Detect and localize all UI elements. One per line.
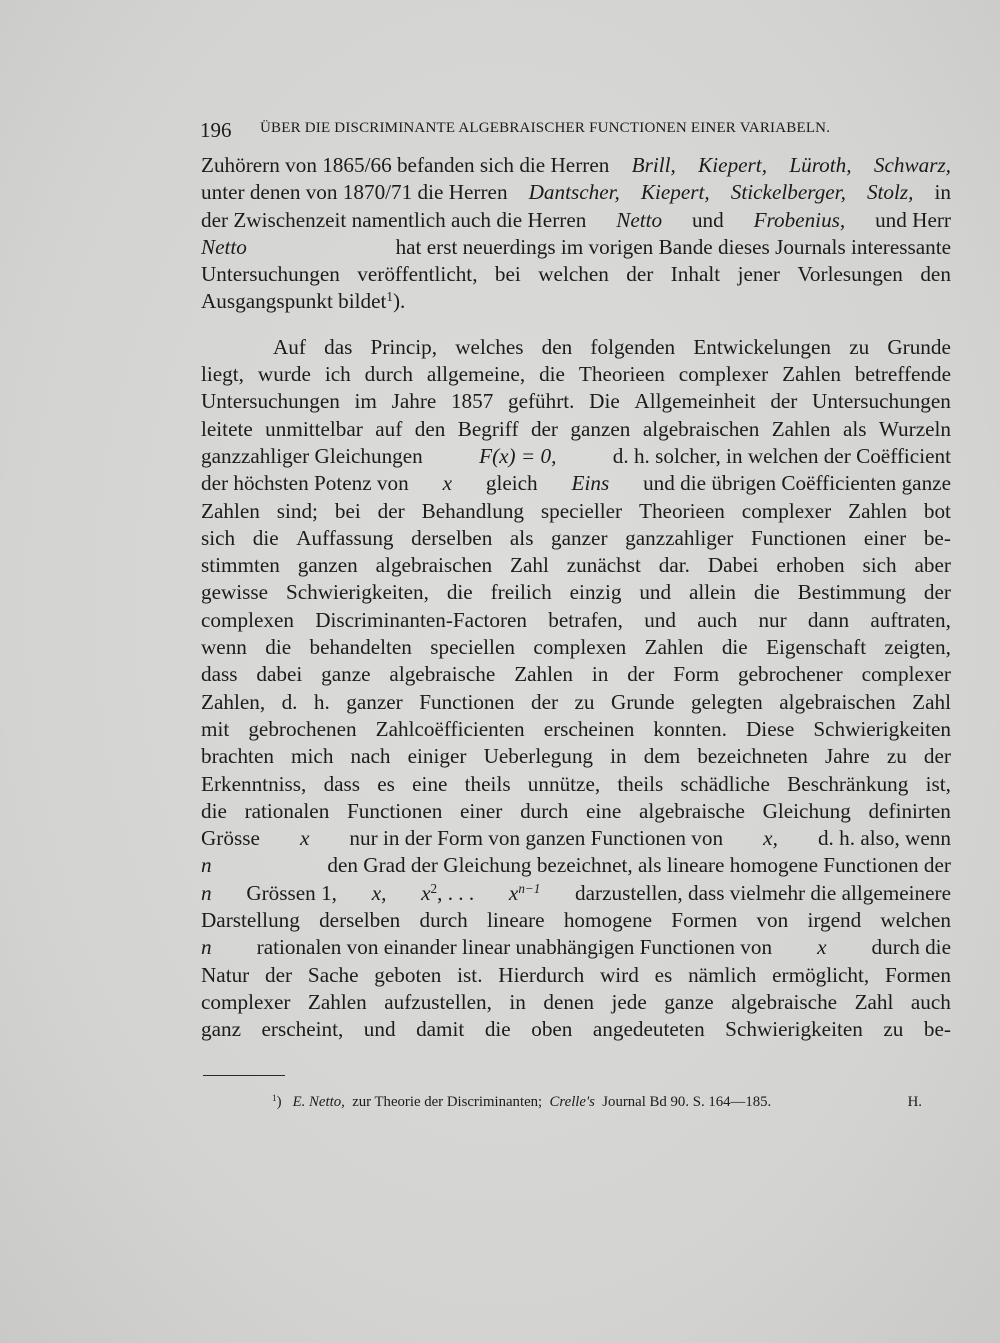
text-line: Natur der Sache geboten ist. Hierdurch wird es nämlich ermöglicht, Formen [201, 962, 951, 987]
math-variable: n [201, 853, 212, 878]
text-line [201, 234, 951, 261]
text-run: Grösse [201, 826, 260, 851]
text-run: Zuhörern von 1865/66 befanden sich die Herren [201, 153, 610, 177]
text-run: gleich [485, 471, 538, 496]
text-line: brachten mich nach einiger Ueberlegung in dem bezeichneten Jahre zu der [201, 744, 951, 769]
math-variable: x [442, 471, 452, 496]
text-line: sich die Auffassung derselben als ganzer ganzzahliger Functionen einer be- [201, 525, 951, 550]
text-line: ganz erscheint, und damit die oben angedeuteten Schwierigkeiten zu be- [201, 1017, 951, 1042]
text-run: unter denen von 1870/71 die Herren [201, 180, 508, 205]
math-variable: x, [763, 826, 778, 851]
running-title: ÜBER DIE DISCRIMINANTE ALGEBRAISCHER FUNCTIONEN EINER VARIABELN. [260, 120, 831, 136]
text-run: hat erst neuerdings im vorigen Bande dieses Journals interessante [395, 234, 951, 259]
text-run: und Herr [875, 207, 951, 232]
text-run: darzustellen, dass vielmehr die allgemeinere [575, 880, 951, 905]
text-line [201, 470, 951, 497]
person-name: Stolz, [866, 180, 914, 205]
person-name: Frobenius, [753, 207, 846, 232]
person-name: Dantscher, [528, 180, 620, 205]
text-run: der Zwischenzeit namentlich auch die Herren [201, 207, 587, 232]
text-line: Auf das Princip, welches den folgenden Entwickelungen zu Grunde [273, 334, 951, 359]
text-line: stimmten ganzen algebraischen Zahl zunächst dar. Dabei erhoben sich aber [201, 553, 951, 578]
text-line [201, 880, 951, 907]
text-line: wenn die behandelten speciellen complexen Zahlen die Eigenschaft zeigten, [201, 635, 951, 660]
text-run: und die übrigen Coëfficienten ganze [643, 471, 951, 496]
page-number: 196 [200, 118, 232, 142]
text-line: complexer Zahlen aufzustellen, in denen jede ganze algebraische Zahl auch [201, 989, 951, 1014]
text-run: ganzzahliger Gleichungen [201, 443, 423, 468]
person-name: Kiepert, [640, 180, 710, 205]
text-line: liegt, wurde ich durch allgemeine, die Theorieen complexer Zahlen betreffende [201, 362, 951, 387]
page-header [200, 116, 920, 146]
footnote-divider [203, 1075, 285, 1076]
text-line [201, 443, 951, 470]
text-line: leitete unmittelbar auf den Begriff der ganzen algebraischen Zahlen als Wurzeln [201, 416, 951, 441]
text-line: gewisse Schwierigkeiten, die freilich einzig und allein die Bestimmung der [201, 580, 951, 605]
paragraph-2 [201, 334, 951, 1044]
paragraph-1 [201, 152, 951, 316]
text-line [201, 152, 951, 179]
text-line: Darstellung derselben durch lineare homogene Formen von irgend welchen [201, 908, 951, 933]
text-run: d. h. solcher, in welchen der Coëfficient [612, 443, 951, 468]
text-line [201, 852, 951, 879]
person-name: Kiepert, [698, 153, 767, 177]
footnote-ref: 1 [386, 289, 393, 305]
text-line [201, 179, 951, 206]
text-run: nur in der Form von ganzen Functionen von [349, 826, 724, 851]
text-line: Zahlen sind; bei der Behandlung specieller Theorieen complexer Zahlen bot [201, 498, 951, 523]
math-power: $x^2$, . . . [421, 880, 475, 905]
person-name: Stickelberger, [730, 180, 846, 205]
text-line: Zahlen, d. h. ganzer Functionen der zu Grunde gelegten algebraischen Zahl [201, 689, 951, 714]
text-run: und [691, 207, 724, 232]
math-variable: x, [371, 880, 387, 905]
math-variable: n [201, 880, 212, 905]
math-variable: x [817, 935, 827, 960]
text-line [201, 934, 951, 961]
math-variable: x [299, 826, 310, 851]
text-run: rationalen von einander linear unabhängigen Functionen von [256, 935, 773, 960]
body-text [201, 152, 951, 1044]
text-run: den Grad der Gleichung bezeichnet, als lineare homogene Functionen der [327, 853, 951, 878]
footnote [272, 1094, 922, 1111]
text-line: dass dabei ganze algebraische Zahlen in der Form gebrochener complexer [201, 662, 951, 687]
math-variable: n [201, 935, 212, 960]
text-line: Untersuchungen veröffentlicht, bei welchen der Inhalt jener Vorlesungen den [201, 262, 951, 287]
text-run: durch die [871, 935, 951, 960]
text-run: Grössen 1, [246, 880, 337, 905]
person-name: Lüroth, [789, 153, 852, 177]
math-formula: F(x) = 0, [479, 443, 557, 468]
text-run: in [934, 180, 951, 205]
text-run: Ausgangspunkt bildet$^1$). [201, 289, 406, 314]
footnote-text: $^1$) E. Netto, zur Theorie der Discriminanten; Crelle's Journal Bd 90. S. 164—185. [272, 1092, 772, 1110]
text-run: d. h. also, wenn [817, 826, 951, 851]
person-name: Netto [616, 207, 663, 232]
text-line [201, 825, 951, 852]
emphasis: Eins [571, 471, 610, 496]
person-name: Schwarz, [873, 153, 951, 177]
text-line: complexen Discriminanten-Factoren betrafen, und auch nur dann auftraten, [201, 607, 951, 632]
text-line: Untersuchungen im Jahre 1857 geführt. Die Allgemeinheit der Untersuchungen [201, 389, 951, 414]
person-name: Netto [201, 234, 247, 259]
math-power: $x^{n-1}$ [508, 880, 541, 905]
text-line [201, 207, 951, 234]
text-run: der höchsten Potenz von [201, 471, 409, 496]
text-line: Erkenntniss, dass es eine theils unnütze, theils schädliche Beschränkung ist, [201, 771, 951, 796]
person-name: Brill, [631, 153, 676, 177]
text-line [201, 288, 951, 315]
footnote-signature: H. [907, 1094, 922, 1110]
text-line: mit gebrochenen Zahlcoëfficienten erscheinen konnten. Diese Schwierigkeiten [201, 716, 951, 741]
text-line: die rationalen Functionen einer durch eine algebraische Gleichung definirten [201, 798, 951, 823]
